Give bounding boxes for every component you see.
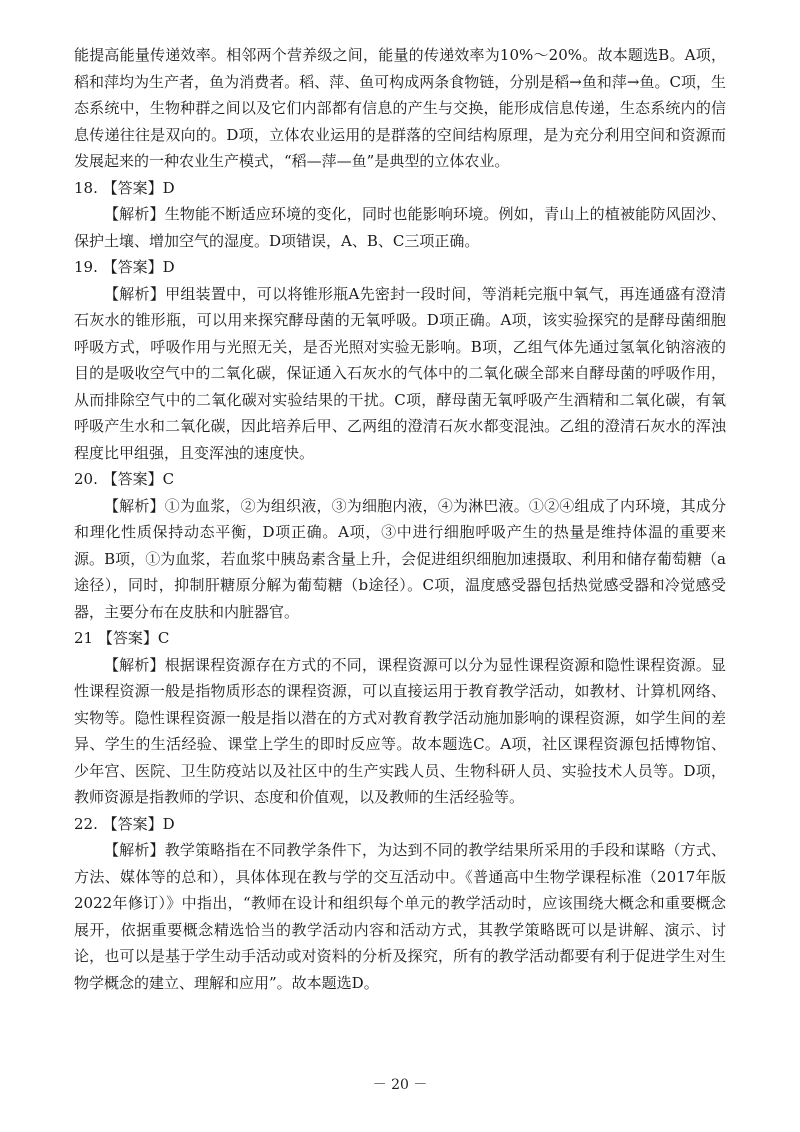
answer-line: 19. 【答案】D xyxy=(74,258,175,276)
document-page xyxy=(74,42,726,996)
question-20 xyxy=(74,466,726,625)
continuation-paragraph: 能提高能量传递效率。相邻两个营养级之间，能量的传递效率为10%～20%。故本题选B。A项，稻和萍均为生产者，鱼为消费者。稻、萍、鱼可构成两条食物链，分别是稻→鱼和萍→鱼。C项，生态系统中，生物种群之间以及它们内部都有信息的产生与交换，能形成信息传递，生态系统内的信息传递往往是双向的。D项，立体农业运用的是群落的空间结构原理，是为充分利用空间和资源而发展起来的一种农业生产模式，“稻—萍—鱼”是典型的立体农业。 xyxy=(74,46,726,170)
question-21 xyxy=(74,625,726,811)
question-18 xyxy=(74,175,726,255)
analysis-paragraph: 【解析】根据课程资源存在方式的不同，课程资源可以分为显性课程资源和隐性课程资源。显性课程资源一般是指物质形态的课程资源，可以直接运用于教育教学活动，如教材、计算机网络、实物等。隐性课程资源一般是指以潜在的方式对教育教学活动施加影响的课程资源，如学生间的差异、学生的生活经验、课堂上学生的即时反应等。故本题选C。A项，社区课程资源包括博物馆、少年宫、医院、卫生防疫站以及社区中的生产实践人员、生物科研人员、实验技术人员等。D项，教师资源是指教师的学识、态度和价值观，以及教师的生活经验等。 xyxy=(74,655,726,806)
analysis-paragraph: 【解析】教学策略指在不同教学条件下，为达到不同的教学结果所采用的手段和谋略（方式、方法、媒体等的总和），具体体现在教与学的交互活动中。《普通高中生物学课程标准（2017年版2022年修订）》中指出，“教师在设计和组织每个单元的教学活动时，应该围绕大概念和重要概念展开，依据重要概念精选恰当的教学活动内容和活动方式，其教学策略既可以是讲解、演示、讨论，也可以是基于学生动手活动或对资料的分析及探究，所有的教学活动都要有利于促进学生对生物学概念的建立、理解和应用”。故本题选D。 xyxy=(74,841,726,992)
analysis-paragraph: 【解析】生物能不断适应环境的变化，同时也能影响环境。例如，青山上的植被能防风固沙、保护土壤、增加空气的湿度。D项错误，A、B、C三项正确。 xyxy=(74,205,726,250)
answer-line: 21 【答案】C xyxy=(74,629,170,647)
page-number: － 20 － xyxy=(372,1077,428,1093)
answer-line: 22. 【答案】D xyxy=(74,814,175,833)
analysis-paragraph: 【解析】①为血浆，②为组织液，③为细胞内液，④为淋巴液。①②④组成了内环境，其成分和理化性质保持动态平衡，D项正确。A项，③中进行细胞呼吸产生的热量是维持体温的重要来源。B项，①为血浆，若血浆中胰岛素含量上升，会促进组织细胞加速摄取、利用和储存葡萄糖（a途径），同时，抑制肝糖原分解为葡萄糖（b途径）。C项，温度感受器包括热觉感受器和冷觉感受器，主要分布在皮肤和内脏器官。 xyxy=(74,496,726,621)
answer-line: 20. 【答案】C xyxy=(74,470,175,488)
answer-line: 18. 【答案】D xyxy=(74,178,175,197)
question-19 xyxy=(74,254,726,466)
question-22 xyxy=(74,811,726,997)
analysis-paragraph: 【解析】甲组装置中，可以将锥形瓶A先密封一段时间，等消耗完瓶中氧气，再连通盛有澄清石灰水的锥形瓶，可以用来探究酵母菌的无氧呼吸。D项正确。A项，该实验探究的是酵母菌细胞呼吸方式，呼吸作用与光照无关，是否光照对实验无影响。B项，乙组气体先通过氢氧化钠溶液的目的是吸收空气中的二氧化碳，保证通入石灰水的气体中的二氧化碳全部来自酵母菌的呼吸作用，从而排除空气中的二氧化碳对实验结果的干扰。C项，酵母菌无氧呼吸产生酒精和二氧化碳，有氧呼吸产生水和二氧化碳，因此培养后甲、乙两组的澄清石灰水都变混浊。乙组的澄清石灰水的浑浊程度比甲组强，且变浑浊的速度快。 xyxy=(74,284,726,462)
